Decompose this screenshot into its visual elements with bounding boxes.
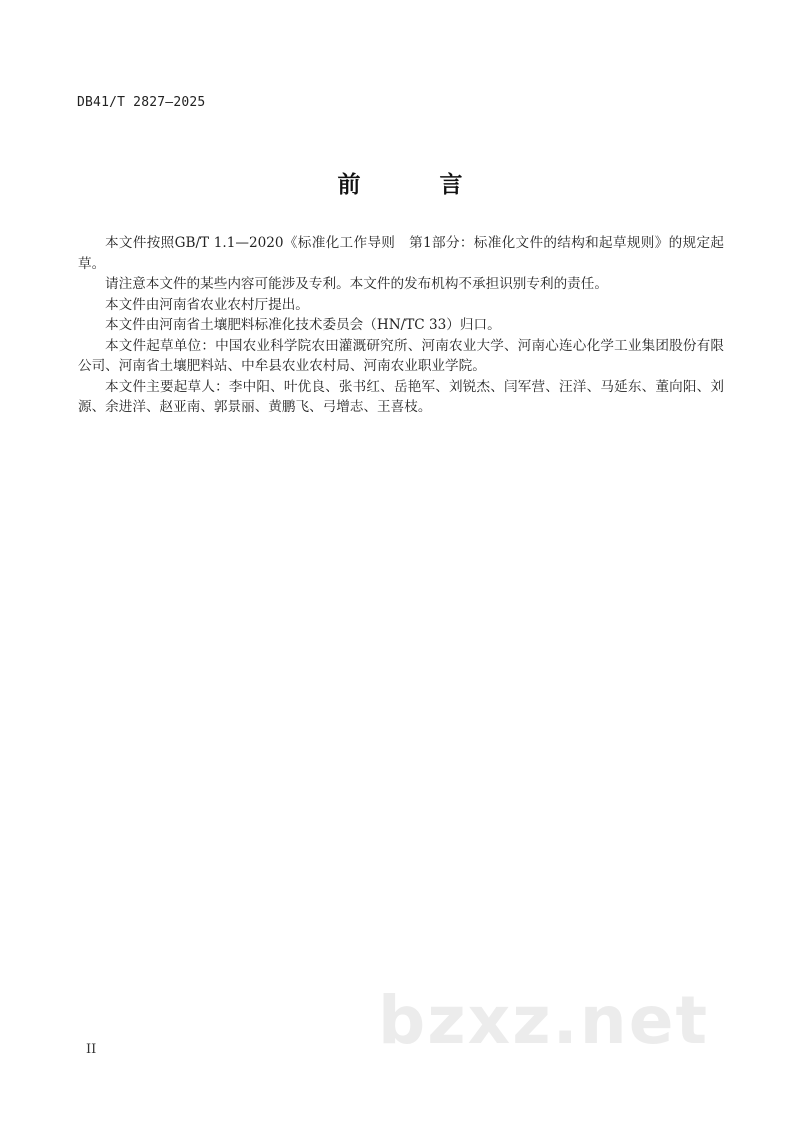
page-title: 前 言: [337, 172, 491, 198]
watermark: bzxz.net: [378, 982, 710, 1059]
page-number: II: [86, 1042, 97, 1057]
foreword-body: [78, 233, 724, 418]
paragraph-drafting-rules: 本文件按照GB/T 1.1—2020《标准化工作导则 第1部分：标准化文件的结构和起草规则》的规定起草。: [78, 235, 724, 272]
paragraph-proposer: 本文件由河南省农业农村厅提出。: [105, 296, 309, 313]
paragraph-drafters: 本文件主要起草人：李中阳、叶优良、张书红、岳艳军、刘锐杰、闫军营、汪洋、马延东、董向阳、刘源、余进洋、赵亚南、郭景丽、黄鹏飞、弓增志、王喜枝。: [78, 378, 724, 415]
paragraph-patent-notice: 请注意本文件的某些内容可能涉及专利。本文件的发布机构不承担识别专利的责任。: [105, 276, 608, 292]
paragraph-drafting-units: 本文件起草单位：中国农业科学院农田灌溉研究所、河南农业大学、河南心连心化学工业集团股份有限公司、河南省土壤肥料站、中牟县农业农村局、河南农业职业学院。: [78, 337, 724, 374]
paragraph-committee: 本文件由河南省土壤肥料标准化技术委员会（HN/TC 33）归口。: [105, 317, 501, 333]
standard-code: DB41/T 2827—2025: [77, 95, 206, 110]
